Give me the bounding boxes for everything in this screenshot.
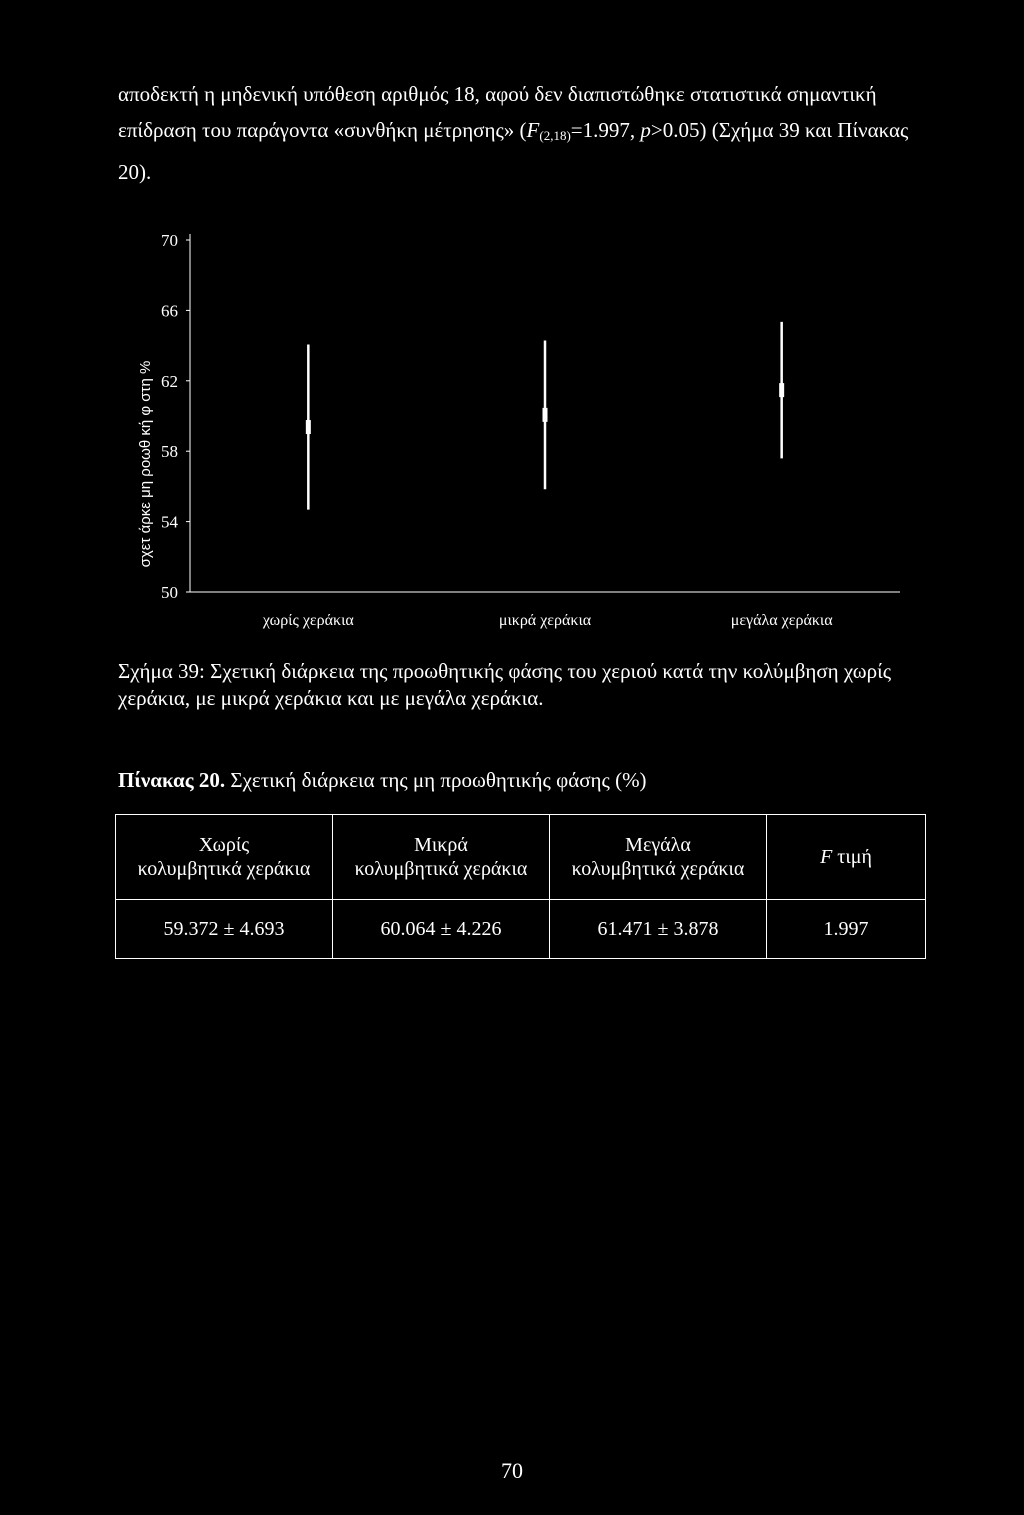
f-symbol: F xyxy=(526,118,540,142)
cell-f-value: 1.997 xyxy=(767,900,926,959)
mean-marker xyxy=(306,420,311,434)
table-title xyxy=(118,768,647,793)
header-no-paddles: Χωρίς κολυμβητικά χεράκια xyxy=(116,815,333,900)
p-symbol: p xyxy=(640,118,651,142)
y-tick-label: 54 xyxy=(161,512,178,532)
mean-marker xyxy=(779,383,784,397)
table-title-label: Πίνακας 20. xyxy=(118,768,226,792)
y-tick-label: 50 xyxy=(161,583,178,602)
y-axis-label: σχετ άρκε μη ροωθ κή φ στη % xyxy=(137,360,154,568)
cell-no-paddles: 59.372 ± 4.693 xyxy=(116,900,333,959)
paragraph-text-2: =1.997, xyxy=(570,118,641,142)
figure-caption: Σχήμα 39: Σχετική διάρκεια της προωθητικής φάσης του χεριού κατά την κολύμβηση χωρίς χεράκια, με μικρά χεράκια και με μεγάλα χεράκια. xyxy=(118,659,892,710)
table-header-row xyxy=(116,815,926,900)
x-tick-label: μεγάλα χεράκια xyxy=(730,612,833,629)
y-tick-label: 58 xyxy=(161,442,178,462)
x-tick-label: χωρίς χεράκια xyxy=(262,612,354,629)
y-tick-label: 70 xyxy=(161,231,178,250)
paragraph-text-1: αποδεκτή η μηδενική υπόθεση αριθμός 18, αφού δεν διαπιστώθηκε στατιστικά σημαντική επίδραση του παράγοντα «συνθήκη μέτρησης» ( xyxy=(118,82,877,142)
body-paragraph xyxy=(118,76,938,190)
header-f-value: F τιμή xyxy=(767,815,926,900)
y-tick-label: 62 xyxy=(161,371,178,391)
header-large-paddles: Μεγάλα κολυμβητικά χεράκια xyxy=(550,815,767,900)
mean-marker xyxy=(543,408,548,422)
page-number: 70 xyxy=(501,1458,523,1483)
results-table xyxy=(115,814,926,959)
table-row xyxy=(116,900,926,959)
x-tick-label: μικρά χεράκια xyxy=(498,612,592,629)
y-tick-label: 66 xyxy=(161,301,178,321)
cell-large-paddles: 61.471 ± 3.878 xyxy=(550,900,767,959)
table-title-text: Σχετική διάρκεια της μη προωθητικής φάσης (%) xyxy=(225,768,647,792)
cell-small-paddles: 60.064 ± 4.226 xyxy=(333,900,550,959)
paragraph-text-3: >0.05) (Σχήμα 39 και Πίνακας 20). xyxy=(118,118,909,184)
f-subscript: (2,18) xyxy=(539,128,571,143)
header-small-paddles: Μικρά κολυμβητικά χεράκια xyxy=(333,815,550,900)
error-bar-chart xyxy=(110,222,910,632)
